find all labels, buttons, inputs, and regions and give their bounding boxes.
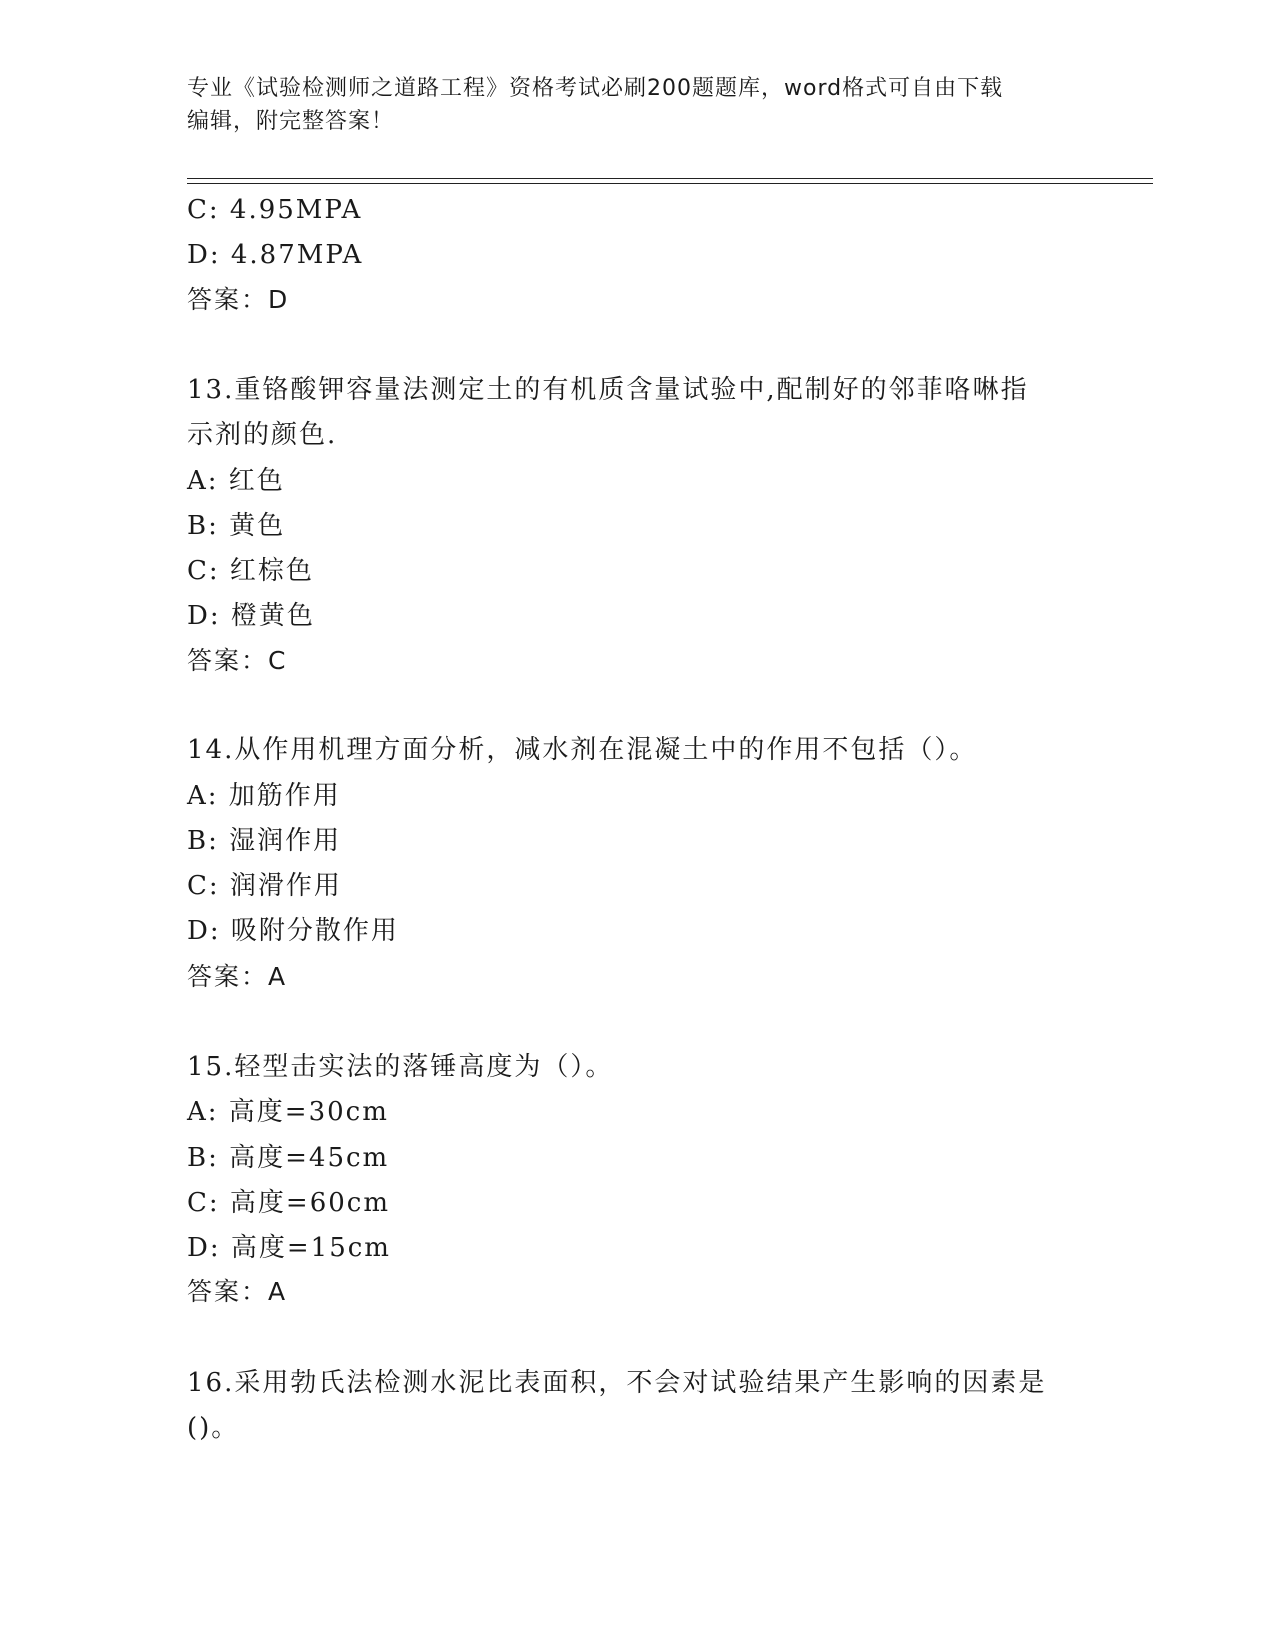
q13-option-a: A: 红色 xyxy=(187,466,285,496)
q13-option-c: C: 红棕色 xyxy=(187,556,314,586)
q13-stem-line1: 13.重铬酸钾容量法测定土的有机质含量试验中,配制好的邻菲咯啉指 xyxy=(187,375,1029,405)
q15-option-b: B: 高度=45cm xyxy=(187,1143,390,1173)
q13-option-b: B: 黄色 xyxy=(187,511,286,541)
q14-option-b: B: 湿润作用 xyxy=(187,826,342,856)
prev-option-c: C: 4.95MPA xyxy=(187,195,363,225)
q15-answer: 答案：A xyxy=(187,1277,288,1306)
q13-option-d: D: 橙黄色 xyxy=(187,601,315,631)
q14-option-a: A: 加筋作用 xyxy=(187,781,341,811)
q14-answer: 答案：A xyxy=(187,962,288,991)
q16-stem-line2: ()。 xyxy=(187,1413,240,1443)
header-divider-top xyxy=(187,178,1153,179)
q16-stem-line1: 16.采用勃氏法检测水泥比表面积，不会对试验结果产生影响的因素是 xyxy=(187,1368,1047,1398)
q15-option-d: D: 高度=15cm xyxy=(187,1233,391,1263)
document-header xyxy=(187,72,1087,138)
header-divider-bottom xyxy=(187,183,1153,184)
q14-option-c: C: 润滑作用 xyxy=(187,871,342,901)
header-title-line1: 专业《试验检测师之道路工程》资格考试必刷200题题库，word格式可自由下载 xyxy=(187,76,1004,101)
q13-answer: 答案：C xyxy=(187,646,288,675)
q15-option-a: A: 高度=30cm xyxy=(187,1097,389,1127)
q14-option-d: D: 吸附分散作用 xyxy=(187,916,399,946)
q15-option-c: C: 高度=60cm xyxy=(187,1188,391,1218)
q13-stem-line2: 示剂的颜色. xyxy=(187,420,338,450)
q14-stem-line1: 14.从作用机理方面分析，减水剂在混凝土中的作用不包括（）。 xyxy=(187,735,978,765)
prev-option-d: D: 4.87MPA xyxy=(187,240,364,270)
q15-stem-line1: 15.轻型击实法的落锤高度为（）。 xyxy=(187,1052,614,1082)
prev-answer: 答案：D xyxy=(187,285,290,314)
header-title-line2: 编辑，附完整答案！ xyxy=(187,109,395,134)
